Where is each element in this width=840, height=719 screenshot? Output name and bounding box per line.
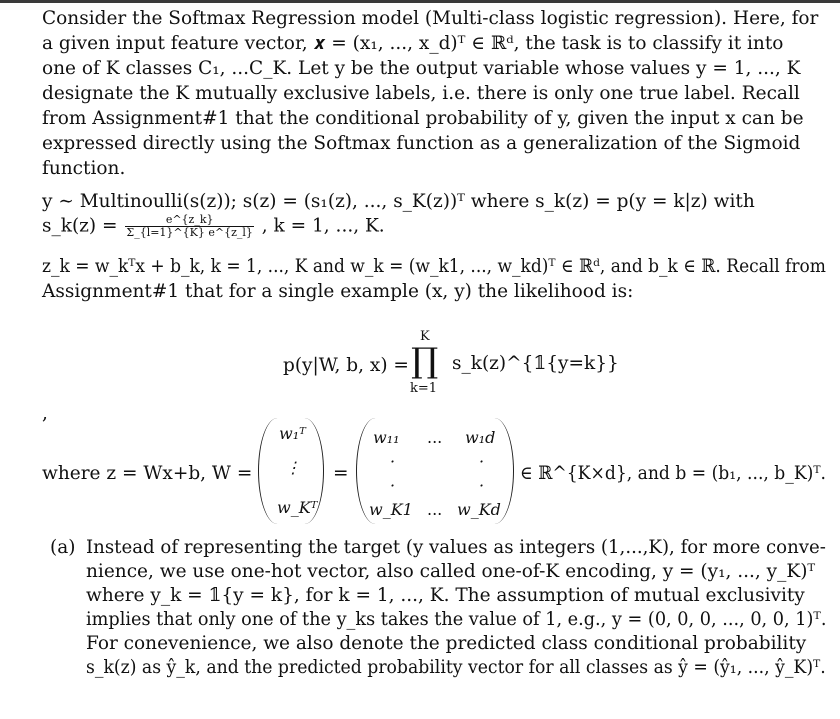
matrix-cell: w_K1: [369, 500, 413, 519]
matrix-cell: ·: [479, 452, 485, 471]
weight-full-matrix: [356, 418, 514, 524]
likelihood-lhs: p(y|W, b, x) =: [283, 355, 409, 376]
matrix-cell: w_Kᵀ: [277, 498, 318, 517]
matrix-domain: ∈ ℝ^{K×d}, and b = (b₁, ..., b_K)ᵀ.: [520, 463, 827, 484]
matrix-cell: ·: [390, 452, 396, 471]
part-a-line: nience, we use one-hot vector, also called one-of-K encoding, y = (y₁, ..., y_K)ᵀ: [86, 561, 816, 582]
product-upper-limit: K: [420, 329, 430, 344]
top-border: [0, 0, 840, 3]
matrix-cell: w_Kd: [457, 500, 501, 519]
intro-line: function.: [42, 158, 126, 179]
fraction-numerator: e^{z_k}: [125, 214, 253, 227]
softmax-definition: [42, 214, 385, 239]
weight-row-matrix: [258, 418, 324, 524]
fraction-denominator: Σ_{l=1}^{K} e^{z_l}: [126, 226, 253, 239]
intro-line: designate the K mutually exclusive labels, i.e. there is only one true label. Recall: [42, 83, 800, 104]
linear-line: Assignment#1 that for a single example (x, y) the likelihood is:: [42, 281, 634, 302]
softmax-fraction: [125, 214, 253, 239]
matrix-cell: w₁₁: [373, 428, 400, 447]
intro-line: Consider the Softmax Regression model (Multi-class logistic regression). Here, for: [42, 8, 819, 29]
matrix-cell: ...: [427, 500, 443, 519]
matrix-cell: ...: [427, 428, 443, 447]
part-a-line: where y_k = 𝟙{y = k}, for k = 1, ..., K. The assumption of mutual exclusivity: [86, 585, 805, 606]
model-line: y ∼ Multinoulli(s(z)); s(z) = (s₁(z), ..., s_K(z))ᵀ where s_k(z) = p(y = k|z) with: [42, 191, 755, 212]
where-text: where z = Wx+b, W =: [42, 463, 253, 484]
comma: ,: [42, 403, 48, 424]
product-lower-limit: k=1: [410, 381, 438, 396]
part-a-line: Instead of representing the target (y values as integers (1,...,K), for more conve-: [86, 537, 826, 558]
intro-line: one of K classes C₁, ...C_K. Let y be the output variable whose values y = 1, ..., K: [42, 58, 801, 79]
part-a-line: implies that only one of the y_ks takes the value of 1, e.g., y = (0, 0, 0, ..., 0, 0, 1)ᵀ.: [86, 609, 827, 630]
matrix-cell: ·: [390, 476, 396, 495]
intro-line: a given input feature vector, 𝒙 = (x₁, ..., x_d)ᵀ ∈ ℝᵈ, the task is to classify it into: [42, 33, 784, 54]
matrix-cell: ·: [479, 476, 485, 495]
product-symbol: ∏: [411, 341, 439, 381]
intro-line: expressed directly using the Softmax function as a generalization of the Sigmoid: [42, 133, 801, 154]
linear-line: z_k = w_kᵀx + b_k, k = 1, ..., K and w_k = (w_k1, ..., w_kd)ᵀ ∈ ℝᵈ, and b_k ∈ ℝ. Recall from: [42, 256, 826, 277]
softmax-rhs: , k = 1, ..., K.: [261, 215, 385, 237]
part-a-line: For conevenience, we also denote the predicted class conditional probability: [86, 633, 807, 654]
part-a-label: (a): [50, 537, 76, 558]
matrix-cell: w₁d: [465, 428, 496, 447]
likelihood-term: s_k(z)^{𝟙{y=k}}: [452, 353, 619, 374]
softmax-lhs: s_k(z) =: [42, 215, 118, 237]
intro-line: from Assignment#1 that the conditional probability of y, given the input x can be: [42, 108, 804, 129]
matrix-cell: ⋮: [285, 458, 301, 477]
part-a-line: s_k(z) as ŷ_k, and the predicted probability vector for all classes as ŷ = (ŷ₁, ..., ŷ_K)ᵀ.: [86, 657, 826, 678]
equals-sign: =: [333, 463, 349, 484]
matrix-cell: w₁ᵀ: [279, 424, 306, 443]
